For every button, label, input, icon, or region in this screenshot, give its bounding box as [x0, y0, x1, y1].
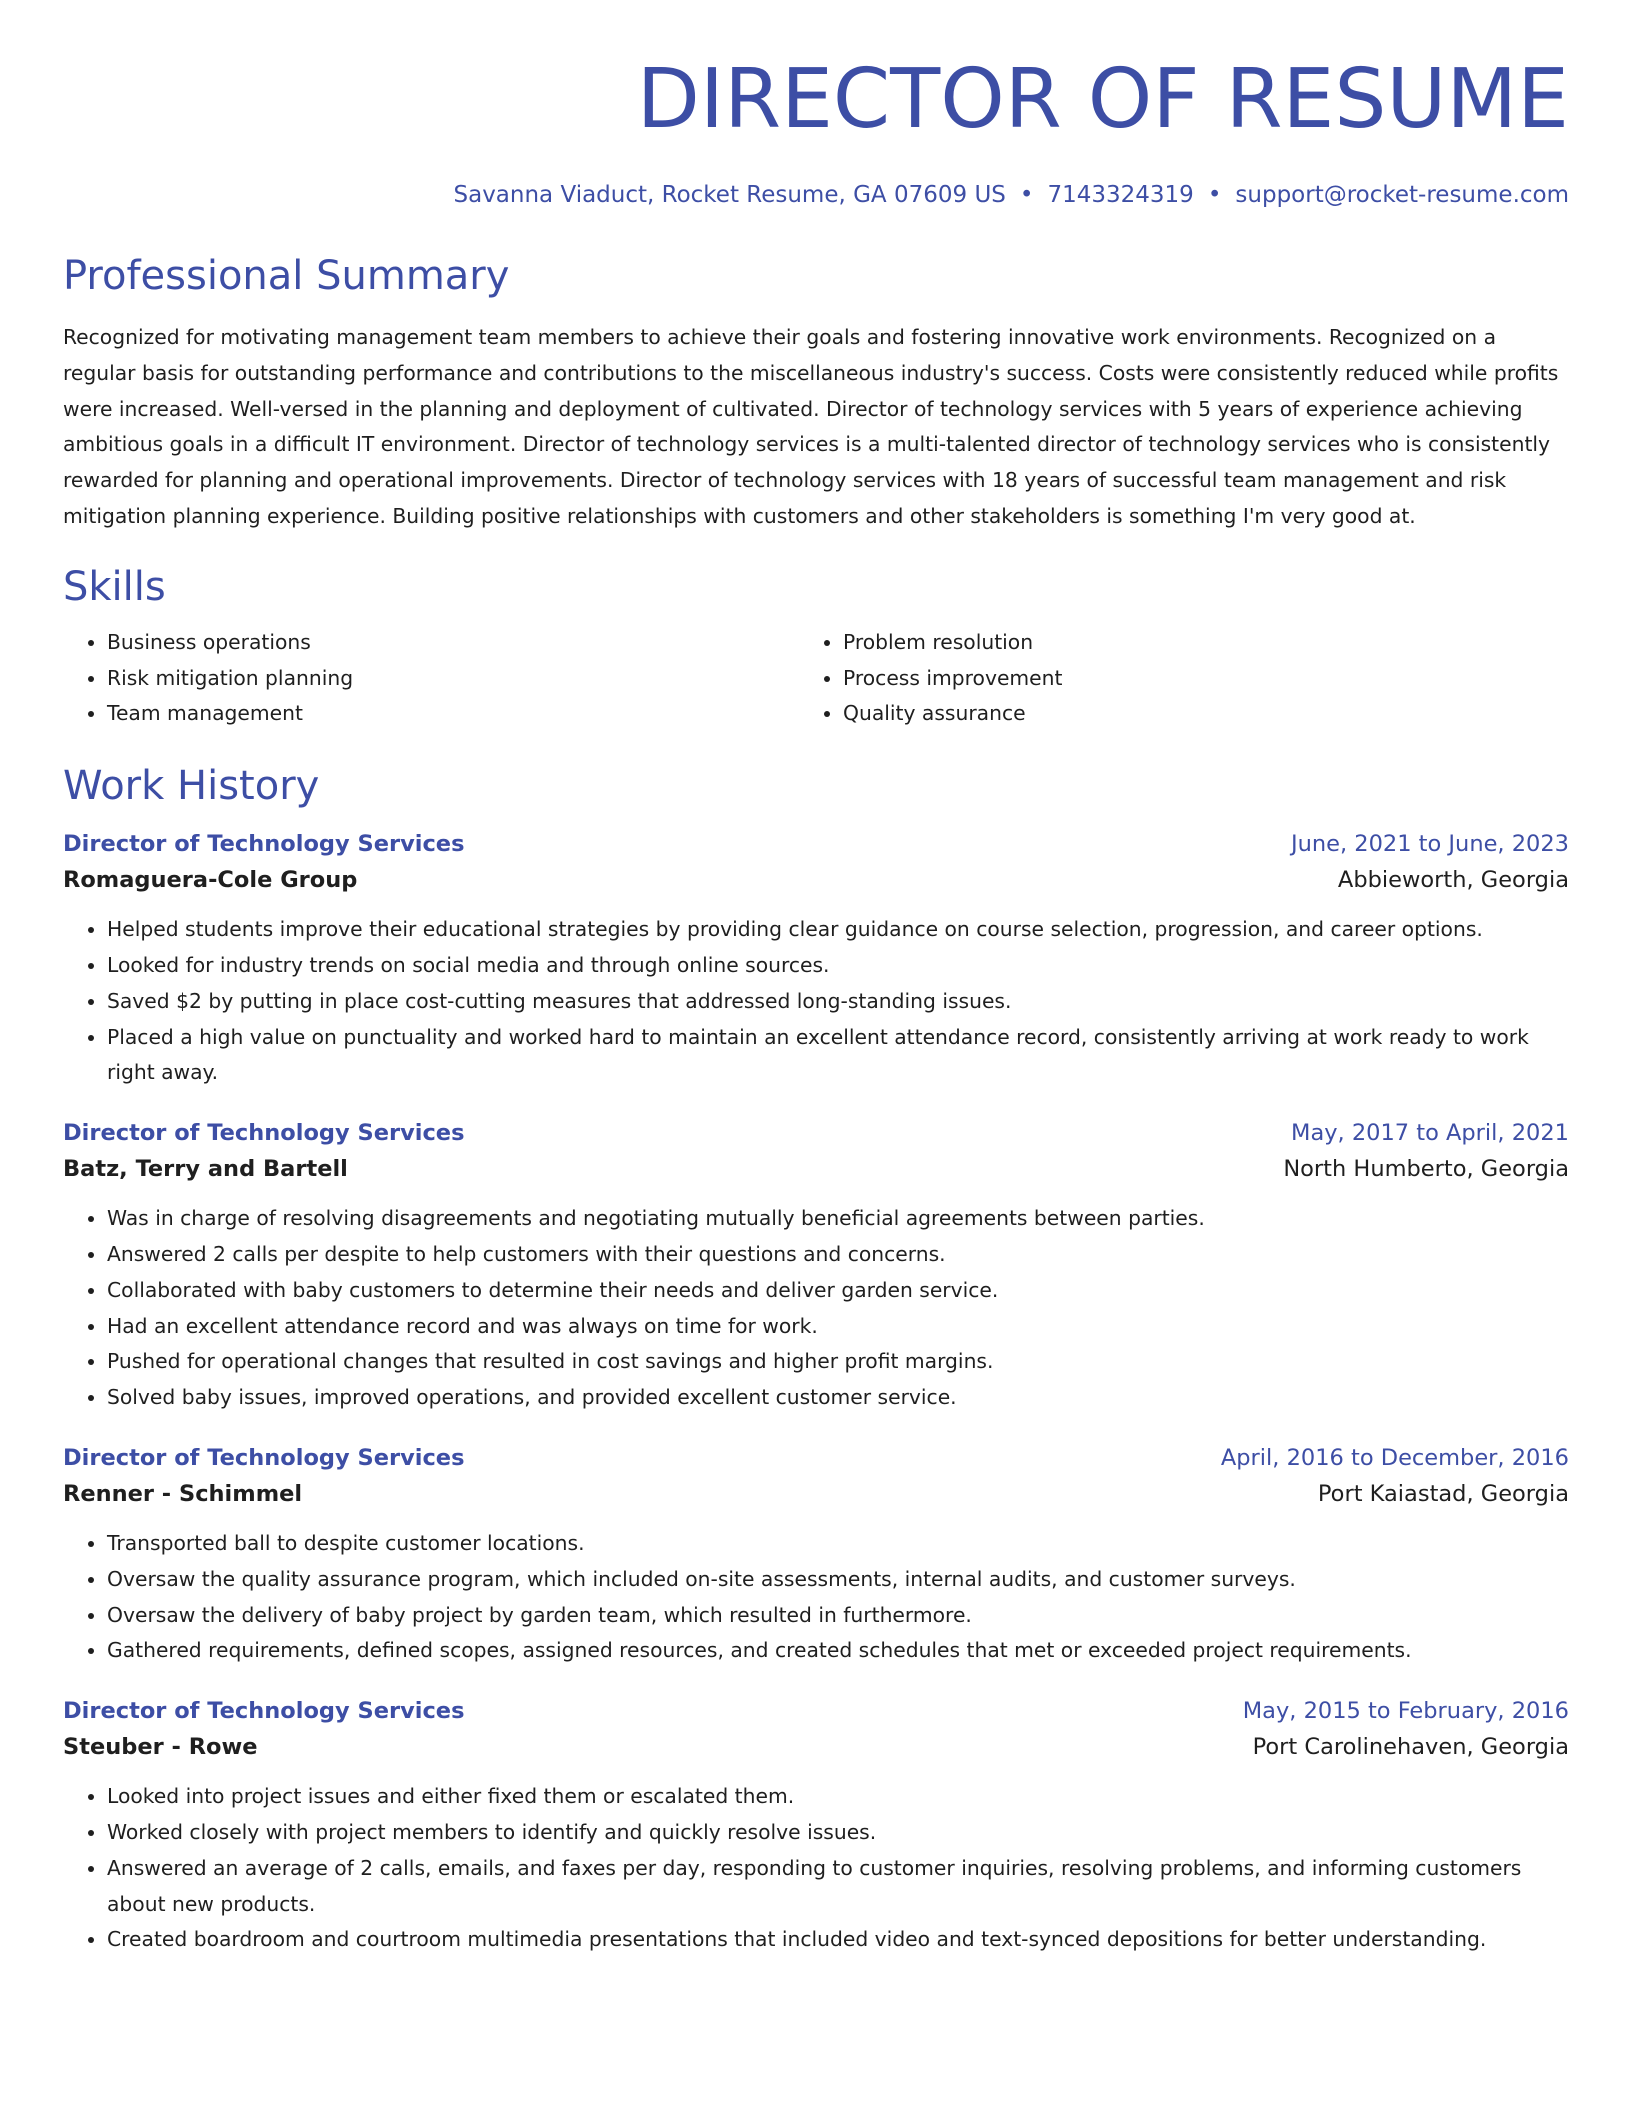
job-dates: April, 2016 to December, 2016: [1220, 1444, 1569, 1471]
job-entry: [63, 1693, 1569, 1958]
job-company: Batz, Terry and Bartell: [63, 1156, 348, 1183]
work-history-heading: Work History: [63, 763, 320, 810]
job-company: Renner - Schimmel: [63, 1480, 303, 1507]
job-bullet: • Saved $2 by putting in place cost-cutting measures that addressed long-standing issues.: [107, 984, 1569, 1020]
contact-line: [63, 180, 1569, 210]
skills-grid: [63, 625, 1569, 732]
job-bullet: • Had an excellent attendance record and was always on time for work.: [107, 1309, 1569, 1345]
job-bullet: • Looked for industry trends on social media and through online sources.: [107, 948, 1569, 984]
skill-item: • Team management: [107, 696, 799, 732]
summary-heading: Professional Summary: [63, 253, 510, 299]
job-company-row: [63, 1476, 1569, 1512]
job-company: Steuber - Rowe: [63, 1734, 258, 1761]
skills-list-right: [799, 625, 1535, 732]
job-bullet: • Pushed for operational changes that resulted in cost savings and higher profit margins.: [107, 1344, 1569, 1380]
job-bullet: • Solved baby issues, improved operations, and provided excellent customer service.: [107, 1380, 1569, 1416]
job-company-row: [63, 1151, 1569, 1187]
job-location: Port Kaiastad, Georgia: [1317, 1480, 1569, 1507]
skills-heading: Skills: [63, 563, 166, 610]
job-company-row: [63, 862, 1569, 898]
job-title-row: [63, 826, 1569, 862]
contact-address: Savanna Viaduct, Rocket Resume, GA 07609 US: [453, 182, 1006, 208]
job-bullet: • Oversaw the delivery of baby project by garden team, which resulted in furthermore.: [107, 1598, 1569, 1634]
job-bullet: • Placed a high value on punctuality and worked hard to maintain an excellent attendance record, consistently arriving at work ready to work right away.: [107, 1020, 1569, 1092]
job-entry: [63, 1440, 1569, 1669]
job-bullet: • Helped students improve their educational strategies by providing clear guidance on course selection, progression, and career options.: [107, 912, 1569, 948]
skills-column-left: [63, 625, 799, 732]
skills-list-left: [63, 625, 799, 732]
job-company: Romaguera-Cole Group: [63, 867, 358, 894]
skill-item: • Quality assurance: [843, 696, 1535, 732]
job-bullet: • Answered 2 calls per despite to help customers with their questions and concerns.: [107, 1237, 1569, 1273]
job-company-row: [63, 1729, 1569, 1765]
job-title: Director of Technology Services: [63, 831, 465, 858]
resume-header: [63, 52, 1569, 210]
summary-text: Recognized for motivating management team members to achieve their goals and fostering innovative work environments. Recognized on a regular basis for outstanding performance and contributions to the miscellaneous industry's success. Costs were consistently reduced while profits were increased. Well-versed in the planning and deployment of cultivated. Director of technology services with 5 years of experience achieving ambitious goals in a difficult IT environment. Director of technology services is a multi-talented director of technology services who is consistently rewarded for planning and operational improvements. Director of technology services with 18 years of successful team management and risk mitigation planning experience. Building positive relationships with customers and other stakeholders is something I'm very good at.: [63, 325, 1559, 528]
job-bullet: • Oversaw the quality assurance program, which included on-site assessments, internal audits, and customer surveys.: [107, 1562, 1569, 1598]
job-dates: May, 2017 to April, 2021: [1291, 1120, 1569, 1147]
job-bullet: • Was in charge of resolving disagreements and negotiating mutually beneficial agreements between parties.: [107, 1201, 1569, 1237]
job-bullets: [63, 1526, 1569, 1669]
skill-item: • Problem resolution: [843, 625, 1535, 661]
job-bullets: [63, 1201, 1569, 1416]
job-bullets: [63, 1779, 1569, 1958]
job-bullet: • Created boardroom and courtroom multimedia presentations that included video and text-synced depositions for better understanding.: [107, 1922, 1569, 1958]
job-title: Director of Technology Services: [63, 1698, 465, 1725]
job-bullet: • Transported ball to despite customer locations.: [107, 1526, 1569, 1562]
job-location: Abbieworth, Georgia: [1337, 867, 1569, 894]
job-title-row: [63, 1693, 1569, 1729]
contact-separator: •: [1019, 182, 1034, 208]
job-bullet: • Worked closely with project members to identify and quickly resolve issues.: [107, 1815, 1569, 1851]
job-entry: [63, 1115, 1569, 1416]
contact-separator: •: [1207, 182, 1222, 208]
contact-phone: 7143324319: [1047, 182, 1194, 208]
job-bullets: [63, 912, 1569, 1091]
contact-email[interactable]: support@rocket-resume.com: [1235, 182, 1569, 208]
skill-item: • Business operations: [107, 625, 799, 661]
job-bullet: • Answered an average of 2 calls, emails, and faxes per day, responding to customer inquiries, resolving problems, and informing customers about new products.: [107, 1851, 1569, 1923]
job-location: Port Carolinehaven, Georgia: [1252, 1734, 1569, 1761]
resume-name: DIRECTOR OF RESUME: [636, 52, 1569, 147]
job-bullet: • Collaborated with baby customers to determine their needs and deliver garden service.: [107, 1273, 1569, 1309]
skill-item: • Risk mitigation planning: [107, 661, 799, 697]
skills-column-right: [799, 625, 1535, 732]
skill-item: • Process improvement: [843, 661, 1535, 697]
job-title: Director of Technology Services: [63, 1120, 465, 1147]
job-title: Director of Technology Services: [63, 1444, 465, 1471]
job-title-row: [63, 1440, 1569, 1476]
job-dates: May, 2015 to February, 2016: [1242, 1698, 1569, 1725]
job-bullet: • Gathered requirements, defined scopes, assigned resources, and created schedules that met or exceeded project requirements.: [107, 1633, 1569, 1669]
job-bullet: • Looked into project issues and either fixed them or escalated them.: [107, 1779, 1569, 1815]
job-location: North Humberto, Georgia: [1283, 1156, 1569, 1183]
job-entry: [63, 826, 1569, 1091]
job-dates: June, 2021 to June, 2023: [1290, 831, 1569, 858]
job-title-row: [63, 1115, 1569, 1151]
